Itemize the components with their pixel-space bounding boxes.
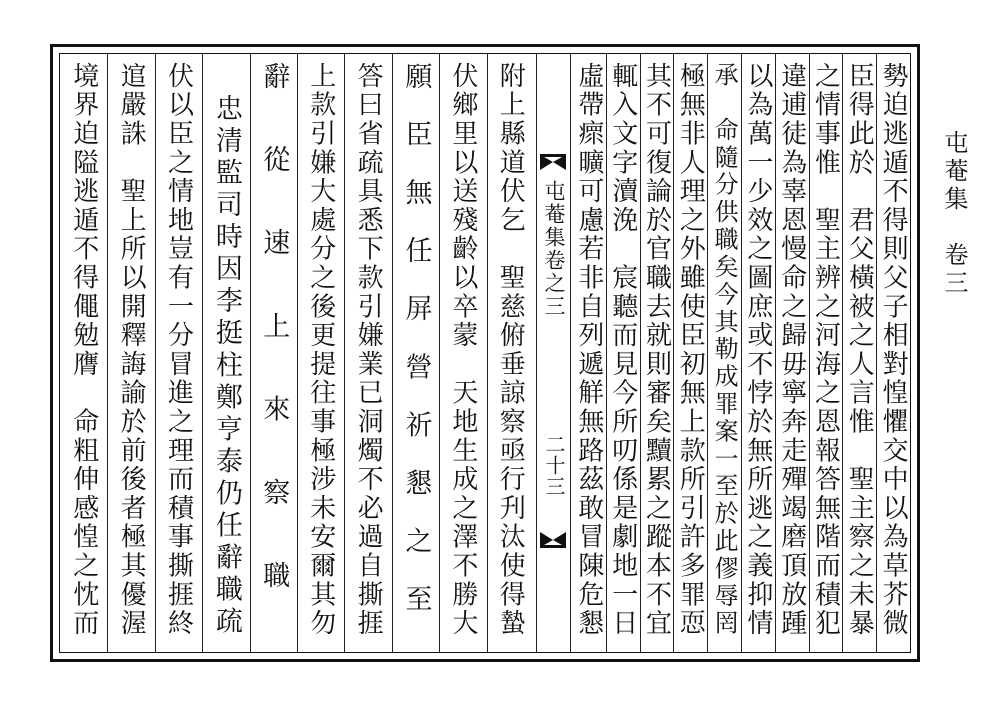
column-rule — [487, 54, 488, 652]
column-rule — [250, 54, 251, 652]
column-rule — [202, 54, 203, 652]
text-column-17: 忠清監司時因李挺柱鄭亨泰仍任辭職疏 — [210, 62, 242, 639]
text-column-11: 附上縣道伏乞 聖慈俯垂諒察亟行刋汰使得蟄 — [495, 62, 526, 638]
column-rule — [297, 54, 298, 652]
text-column-18: 伏以臣之情地豈有一分冒進之理而積事撕捱終 — [163, 62, 194, 638]
text-column-19: 逭嚴誅 聖上所以開釋誨諭於前後者極其優渥 — [116, 62, 147, 638]
fish-tail-bottom-icon — [540, 532, 566, 548]
center-title: 屯菴集卷之三 — [542, 180, 566, 318]
text-column-7: 極無非人理之外雖使臣初無上款所引許多罪恧 — [675, 62, 706, 638]
column-rule — [809, 54, 810, 652]
column-rule — [876, 54, 877, 652]
column-rule — [606, 54, 607, 652]
text-column-14: 答曰省疏具悉下款引嫌業已洞燭不必過自撕捱 — [353, 62, 384, 638]
column-rule — [741, 54, 742, 652]
text-column-8: 其不可復論於官職去就則審矣黷累之蹤本不宜 — [641, 62, 672, 638]
fish-tail-top-icon — [540, 154, 566, 170]
text-column-16: 辭從速上來察職 — [258, 62, 290, 645]
center-band — [536, 54, 570, 652]
text-column-6: 承 命隨分供職矣今其勒成罪案一至於此僇辱罔 — [710, 62, 739, 638]
text-column-4: 違逋徒為辜恩慢命之歸毋寧奔走殫竭磨頂放踵 — [776, 62, 807, 638]
text-column-1: 勢迫逃遁不得則父子相對惶懼交中以為草芥微 — [878, 62, 909, 638]
text-column-9: 輒入文字瀆浼 宸聽而見今所叨係是劇地一日 — [607, 62, 638, 638]
text-column-3: 之情事惟 聖主辨之河海之恩報答無階而積犯 — [810, 62, 841, 638]
column-rule — [640, 54, 641, 652]
page-frame — [50, 44, 920, 662]
text-column-5: 以為萬一少效之圖庶或不悖於無所逃之義抑情 — [742, 62, 773, 638]
text-column-13: 願臣無任屏營祈懇之至 — [400, 62, 432, 643]
text-column-2: 臣得此於 君父橫被之人言惟 聖主察之未暴 — [844, 62, 875, 638]
column-rule — [107, 54, 108, 652]
column-rule — [673, 54, 674, 652]
column-rule — [155, 54, 156, 652]
text-column-20: 境界迫隘逃遁不得僶勉膺 命粗伸感惶之忱而 — [68, 62, 99, 638]
column-rule — [344, 54, 345, 652]
text-column-10: 虛帶瘝曠可慮若非自列遞觧無路茲敢冒陳危懇 — [573, 62, 604, 638]
page-number: 二十三 — [542, 434, 566, 497]
center-rule-left — [570, 54, 571, 652]
text-column-12: 伏鄉里以送殘齡以卒蒙 天地生成之澤不勝大 — [447, 62, 478, 638]
margin-book-title: 屯菴集 卷三 — [940, 130, 968, 298]
column-rule — [842, 54, 843, 652]
column-rule — [439, 54, 440, 652]
text-block — [59, 53, 911, 653]
column-rule — [392, 54, 393, 652]
column-rule — [775, 54, 776, 652]
text-column-15: 上款引嫌大處分之後更提往事極涉未安爾其勿 — [305, 62, 336, 638]
column-rule — [707, 54, 708, 652]
